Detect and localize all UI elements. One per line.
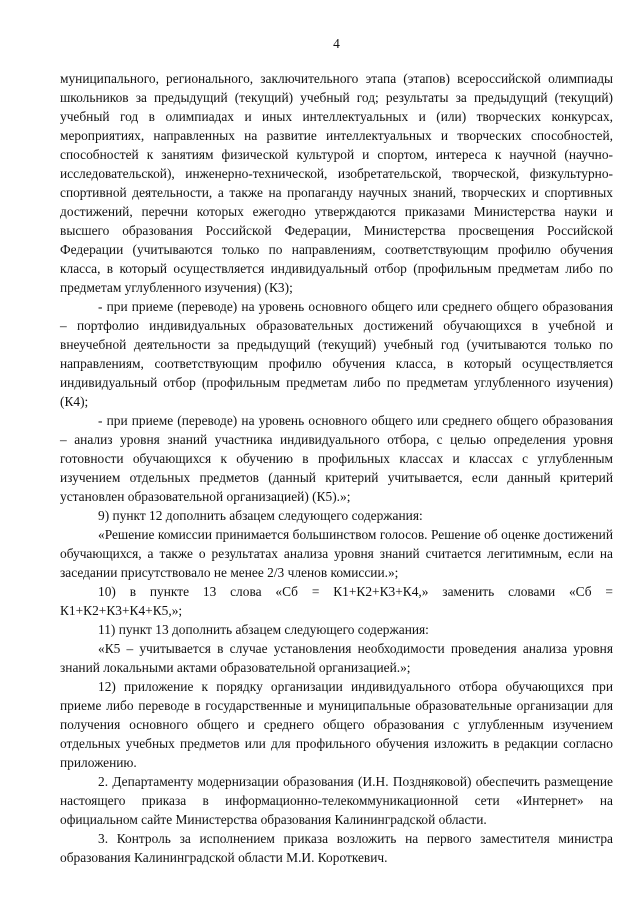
paragraph-quote-commission: «Решение комиссии принимается большинством голосов. Решение об оценке достижений обучающихся, а также о результатах анализа уровня знаний считается легитимным, если на заседании присутствовало не менее 2/3 членов комиссии.»;: [60, 527, 613, 580]
paragraph-criteria-k4: - при приеме (переводе) на уровень основного общего или среднего общего образования – портфолио индивидуальных образовательных достижений обучающихся в учебной и внеучебной деятельности за предыдущий (текущий) учебный год (учитываются только по направлениям, соответствующим профилю обучения класса, в который осуществляется индивидуальный отбор (профильным предметам либо по предметам углубленного изучения) (К4);: [60, 299, 613, 409]
paragraph-item-11: 11) пункт 13 дополнить абзацем следующего содержания:: [98, 622, 429, 637]
page-number: 4: [333, 36, 340, 51]
paragraph-item-9: 9) пункт 12 дополнить абзацем следующего содержания:: [98, 508, 423, 523]
paragraph-criteria-k3: муниципального, регионального, заключительного этапа (этапов) всероссийской олимпиады школьников за предыдущий (текущий) учебный год; результаты за предыдущий (текущий) учебный год в олимпиадах и иных интеллектуальных и (или) творческих конкурсах, мероприятиях, направленных на развитие интеллектуальных и творческих способностей, способностей к занятиям физической культурой и спортом, интереса к научной (научно-исследовательской), инженерно-технической, изобретательской, творческой, физкультурно-спортивной деятельности, а также на пропаганду научных знаний, творческих и спортивных достижений, перечни которых ежегодно утверждаются приказами Министерства науки и высшего образования Российской Федерации, Министерства просвещения Российской Федерации (учитываются только по направлениям, соответствующим профилю обучения класса, в который осуществляется индивидуальный отбор (профильным предметам либо по предметам углубленного изучения) (К3);: [60, 71, 613, 295]
paragraph-section-3: 3. Контроль за исполнением приказа возложить на первого заместителя министра образования Калининградской области М.И. Короткевич.: [60, 831, 613, 865]
paragraph-quote-k5: «К5 – учитывается в случае установления необходимости проведения анализа уровня знаний локальными актами образовательной организацией.»;: [60, 641, 613, 675]
paragraph-item-10: 10) в пункте 13 слова «Сб = К1+К2+К3+К4,» заменить словами «Сб = К1+К2+К3+К4+К5,»;: [60, 584, 613, 618]
paragraph-item-12: 12) приложение к порядку организации индивидуального отбора обучающихся при приеме либо переводе в государственные и муниципальные образовательные организации для получения основного общего и среднего общего образования с углубленным изучением отдельных учебных предметов или для профильного обучения изложить в редакции согласно приложению.: [60, 679, 613, 770]
paragraph-criteria-k5: - при приеме (переводе) на уровень основного общего или среднего общего образования – анализ уровня знаний участника индивидуального отбора, с целью определения уровня готовности обучающихся к обучению в профильных классах и классах с углубленным изучением отдельных предметов (данный критерий учитывается, если данный критерий установлен образовательной организацией) (К5).»;: [60, 413, 613, 504]
paragraph-section-2: 2. Департаменту модернизации образования (И.Н. Поздняковой) обеспечить размещение настоящего приказа в информационно-телекоммуникационной сети «Интернет» на официальном сайте Министерства образования Калининградской области.: [60, 774, 613, 827]
